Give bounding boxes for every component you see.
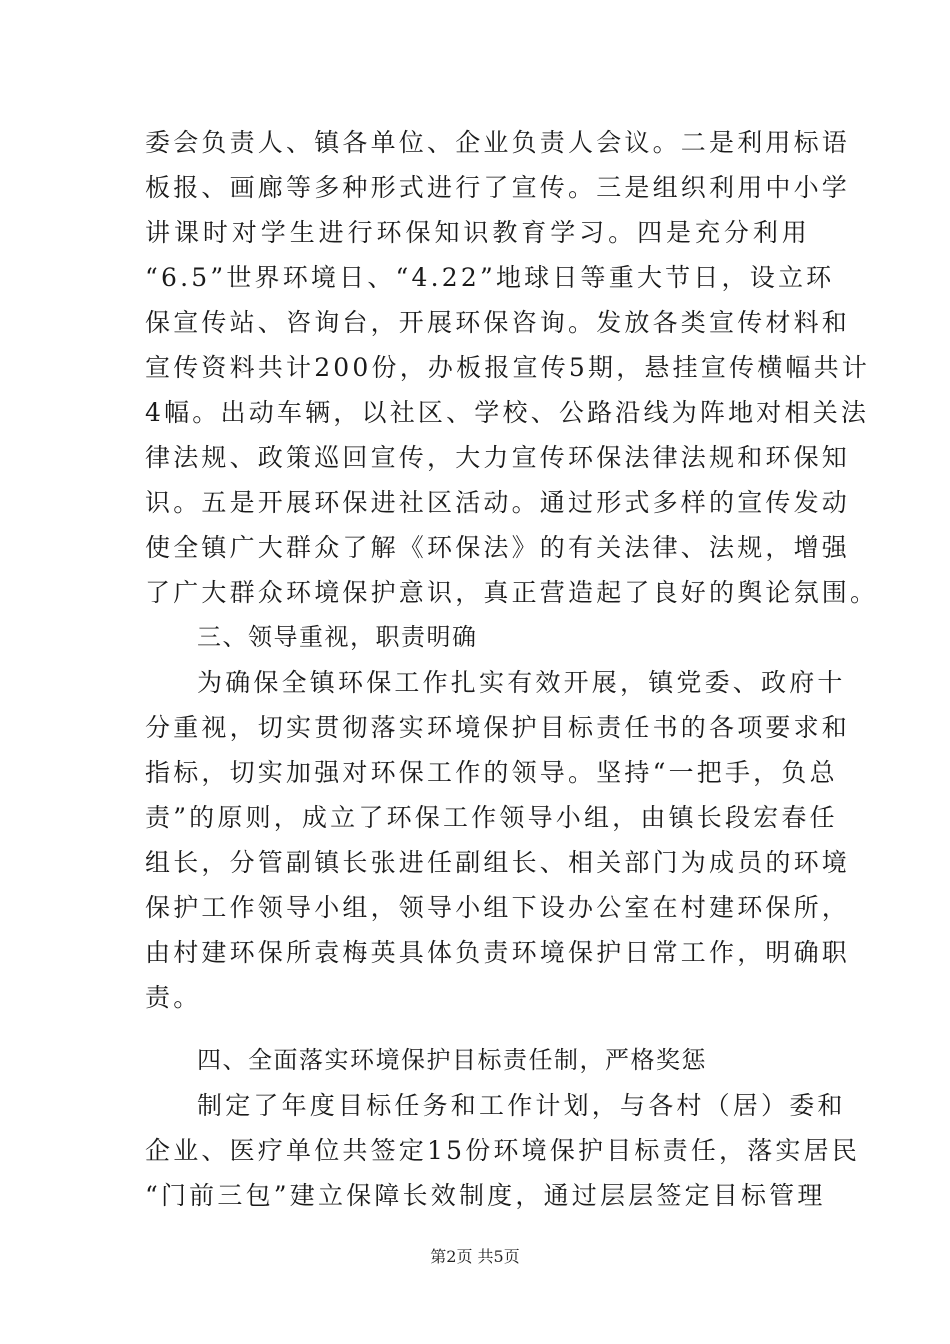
- text-line: 组长，分管副镇长张进任副组长、相关部门为成员的环境: [145, 848, 851, 877]
- text-line: 了广大群众环境保护意识，真正营造起了良好的舆论氛围。: [145, 578, 879, 607]
- text-line: 为确保全镇环保工作扎实有效开展，镇党委、政府十: [197, 668, 846, 697]
- text-line: 使全镇广大群众了解《环保法》的有关法律、法规，增强: [145, 533, 851, 562]
- paragraph-publicity: [145, 120, 879, 615]
- text-line: “门前三包”建立保障长效制度，通过层层签定目标管理: [145, 1181, 826, 1210]
- text-line: 制定了年度目标任务和工作计划，与各村（居）委和: [197, 1091, 846, 1120]
- text-line: 责”的原则，成立了环保工作领导小组，由镇长段宏春任: [145, 803, 838, 832]
- paragraph-responsibility: [145, 1083, 861, 1218]
- page-number: 第2页 共5页: [430, 1247, 520, 1266]
- text-line: 保宣传站、咨询台，开展环保咨询。发放各类宣传材料和: [145, 308, 851, 337]
- text-line: “6.5”世界环境日、“4.22”地球日等重大节日，设立环: [145, 263, 835, 292]
- text-line: 宣传资料共计200份，办板报宣传5期，悬挂宣传横幅共计: [145, 353, 871, 382]
- text-line: 指标，切实加强对环保工作的领导。坚持“一把手，负总: [145, 758, 838, 787]
- section-heading-4: 四、全面落实环境保护目标责任制，严格奖惩: [197, 1046, 707, 1074]
- text-line: 分重视，切实贯彻落实环境保护目标责任书的各项要求和: [145, 713, 851, 742]
- text-line: 责。: [145, 983, 202, 1012]
- text-line: 板报、画廊等多种形式进行了宣传。三是组织利用中小学: [145, 173, 851, 202]
- paragraph-leadership: [145, 660, 851, 1020]
- text-line: 律法规、政策巡回宣传，大力宣传环保法律法规和环保知: [145, 443, 851, 472]
- section-heading-3: 三、领导重视，职责明确: [197, 623, 478, 651]
- text-line: 委会负责人、镇各单位、企业负责人会议。二是利用标语: [145, 128, 851, 157]
- text-line: 识。五是开展环保进社区活动。通过形式多样的宣传发动: [145, 488, 851, 517]
- text-line: 4幅。出动车辆，以社区、学校、公路沿线为阵地对相关法: [145, 398, 870, 427]
- spacer: [145, 1020, 810, 1038]
- text-line: 讲课时对学生进行环保知识教育学习。四是充分利用: [145, 218, 810, 247]
- text-line: 保护工作领导小组，领导小组下设办公室在村建环保所，: [145, 893, 851, 922]
- document-body: [145, 120, 879, 1218]
- text-line: 企业、医疗单位共签定15份环境保护目标责任，落实居民: [145, 1136, 861, 1165]
- text-line: 由村建环保所袁梅英具体负责环境保护日常工作，明确职: [145, 938, 851, 967]
